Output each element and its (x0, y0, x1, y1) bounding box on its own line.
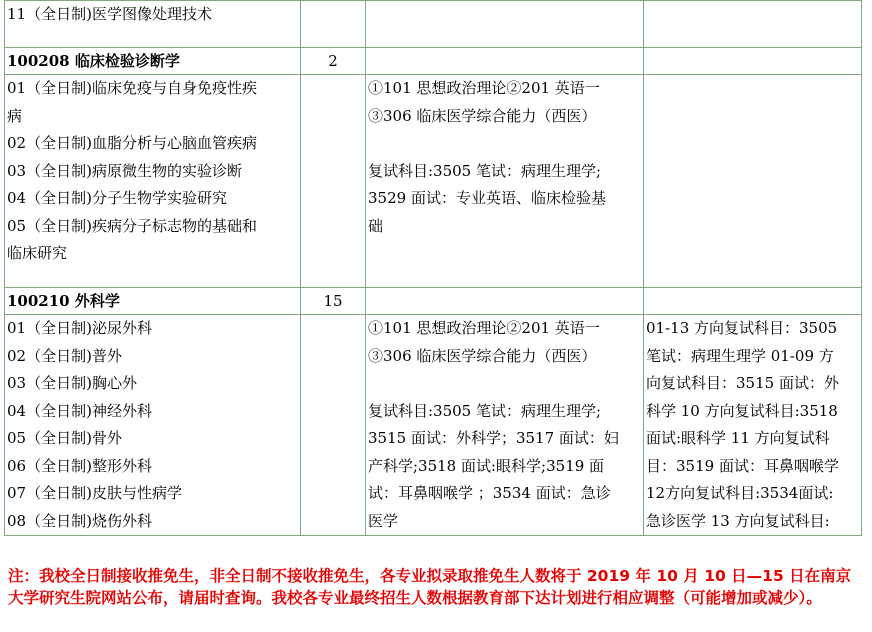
exam-cell (366, 1, 644, 48)
direction-cell (5, 315, 301, 536)
exam-subjects: ①101 思想政治理论②201 英语一 (368, 79, 600, 97)
direction-item: 08（全日制)烧伤外科 (7, 511, 152, 530)
direction-item: 01（全日制)泌尿外科 (7, 319, 152, 337)
footnote: 注：我校全日制接收推免生，非全日制不接收推免生，各专业拟录取推免生人数将于 2019 年 10 月 10 日—15 日在南京大学研究生院网站公布，请届时查询。我校各专业最终招生人数根据教育部下达计划进行相应调整（可能增加或减少）。 (8, 567, 852, 607)
direction-item: 临床研究 (7, 244, 68, 262)
spacer (368, 130, 641, 158)
quota-cell (301, 75, 366, 288)
notes-cell (644, 315, 862, 536)
direction-item: 02（全日制)血脂分析与心脑血管疾病 (7, 134, 257, 152)
direction-item: 04（全日制)分子生物学实验研究 (7, 189, 227, 207)
direction-cell (5, 75, 301, 288)
exam-subjects: ③306 临床医学综合能力（西医） (368, 106, 597, 125)
table-row (5, 48, 862, 75)
table-row (5, 1, 862, 48)
exam-subjects: ③306 临床医学综合能力（西医） (368, 346, 597, 365)
notes-cell (644, 48, 862, 75)
note-line: 12方向复试科目:3534面试: (646, 484, 834, 502)
direction-item: 07（全日制)皮肤与性病学 (7, 484, 182, 502)
spacer (368, 370, 641, 398)
major-quota: 15 (301, 288, 366, 315)
major-quota: 2 (301, 48, 366, 75)
table-row (5, 75, 862, 288)
note-line: 01-13 方向复试科目：3505 (646, 319, 838, 337)
note-line: 面试:眼科学 11 方向复试科 (646, 429, 830, 447)
retest-subjects: 产科学;3518 面试:眼科学;3519 面 (368, 456, 605, 475)
exam-cell (366, 48, 644, 75)
exam-subjects: ①101 思想政治理论②201 英语一 (368, 319, 600, 337)
direction-item: 11（全日制)医学图像处理技术 (7, 5, 212, 23)
retest-subjects: 3529 面试：专业英语、临床检验基 (368, 189, 606, 207)
quota-cell (301, 315, 366, 536)
admissions-table (4, 0, 862, 536)
retest-subjects: 复试科目:3505 笔试：病理生理学; (368, 401, 602, 420)
retest-subjects: 医学 (368, 511, 399, 530)
retest-subjects: 复试科目:3505 笔试：病理生理学; (368, 161, 602, 180)
direction-item: 06（全日制)整形外科 (7, 456, 152, 475)
direction-cell (5, 1, 301, 48)
direction-item: 05（全日制)骨外 (7, 429, 122, 447)
quota-cell (301, 1, 366, 48)
note-line: 科学 10 方向复试科目:3518 (646, 401, 838, 420)
table-row (5, 288, 862, 315)
exam-cell (366, 75, 644, 288)
retest-subjects: 试：耳鼻咽喉学 ；3534 面试：急诊 (368, 484, 611, 502)
note-line: 急诊医学 13 方向复试科目: (646, 511, 830, 530)
direction-item: 01（全日制)临床免疫与自身免疫性疾 (7, 79, 257, 97)
retest-subjects: 础 (368, 216, 384, 235)
direction-item: 03（全日制)病原微生物的实验诊断 (7, 161, 242, 180)
exam-cell (366, 315, 644, 536)
direction-item: 02（全日制)普外 (7, 346, 122, 365)
note-line: 向复试科目：3515 面试：外 (646, 374, 839, 392)
notes-cell (644, 75, 862, 288)
notes-cell (644, 288, 862, 315)
retest-subjects: 3515 面试：外科学；3517 面试：妇 (368, 429, 619, 447)
table-row (5, 315, 862, 536)
direction-item: 04（全日制)神经外科 (7, 401, 152, 420)
exam-cell (366, 288, 644, 315)
major-name: 100208 临床检验诊断学 (5, 48, 301, 75)
direction-item: 03（全日制)胸心外 (7, 374, 137, 392)
notes-cell (644, 1, 862, 48)
direction-item: 05（全日制)疾病分子标志物的基础和 (7, 216, 257, 235)
major-name: 100210 外科学 (5, 288, 301, 315)
direction-item: 病 (7, 106, 23, 125)
note-line: 目：3519 面试：耳鼻咽喉学 (646, 456, 839, 475)
note-line: 笔试：病理生理学 01-09 方 (646, 346, 834, 365)
